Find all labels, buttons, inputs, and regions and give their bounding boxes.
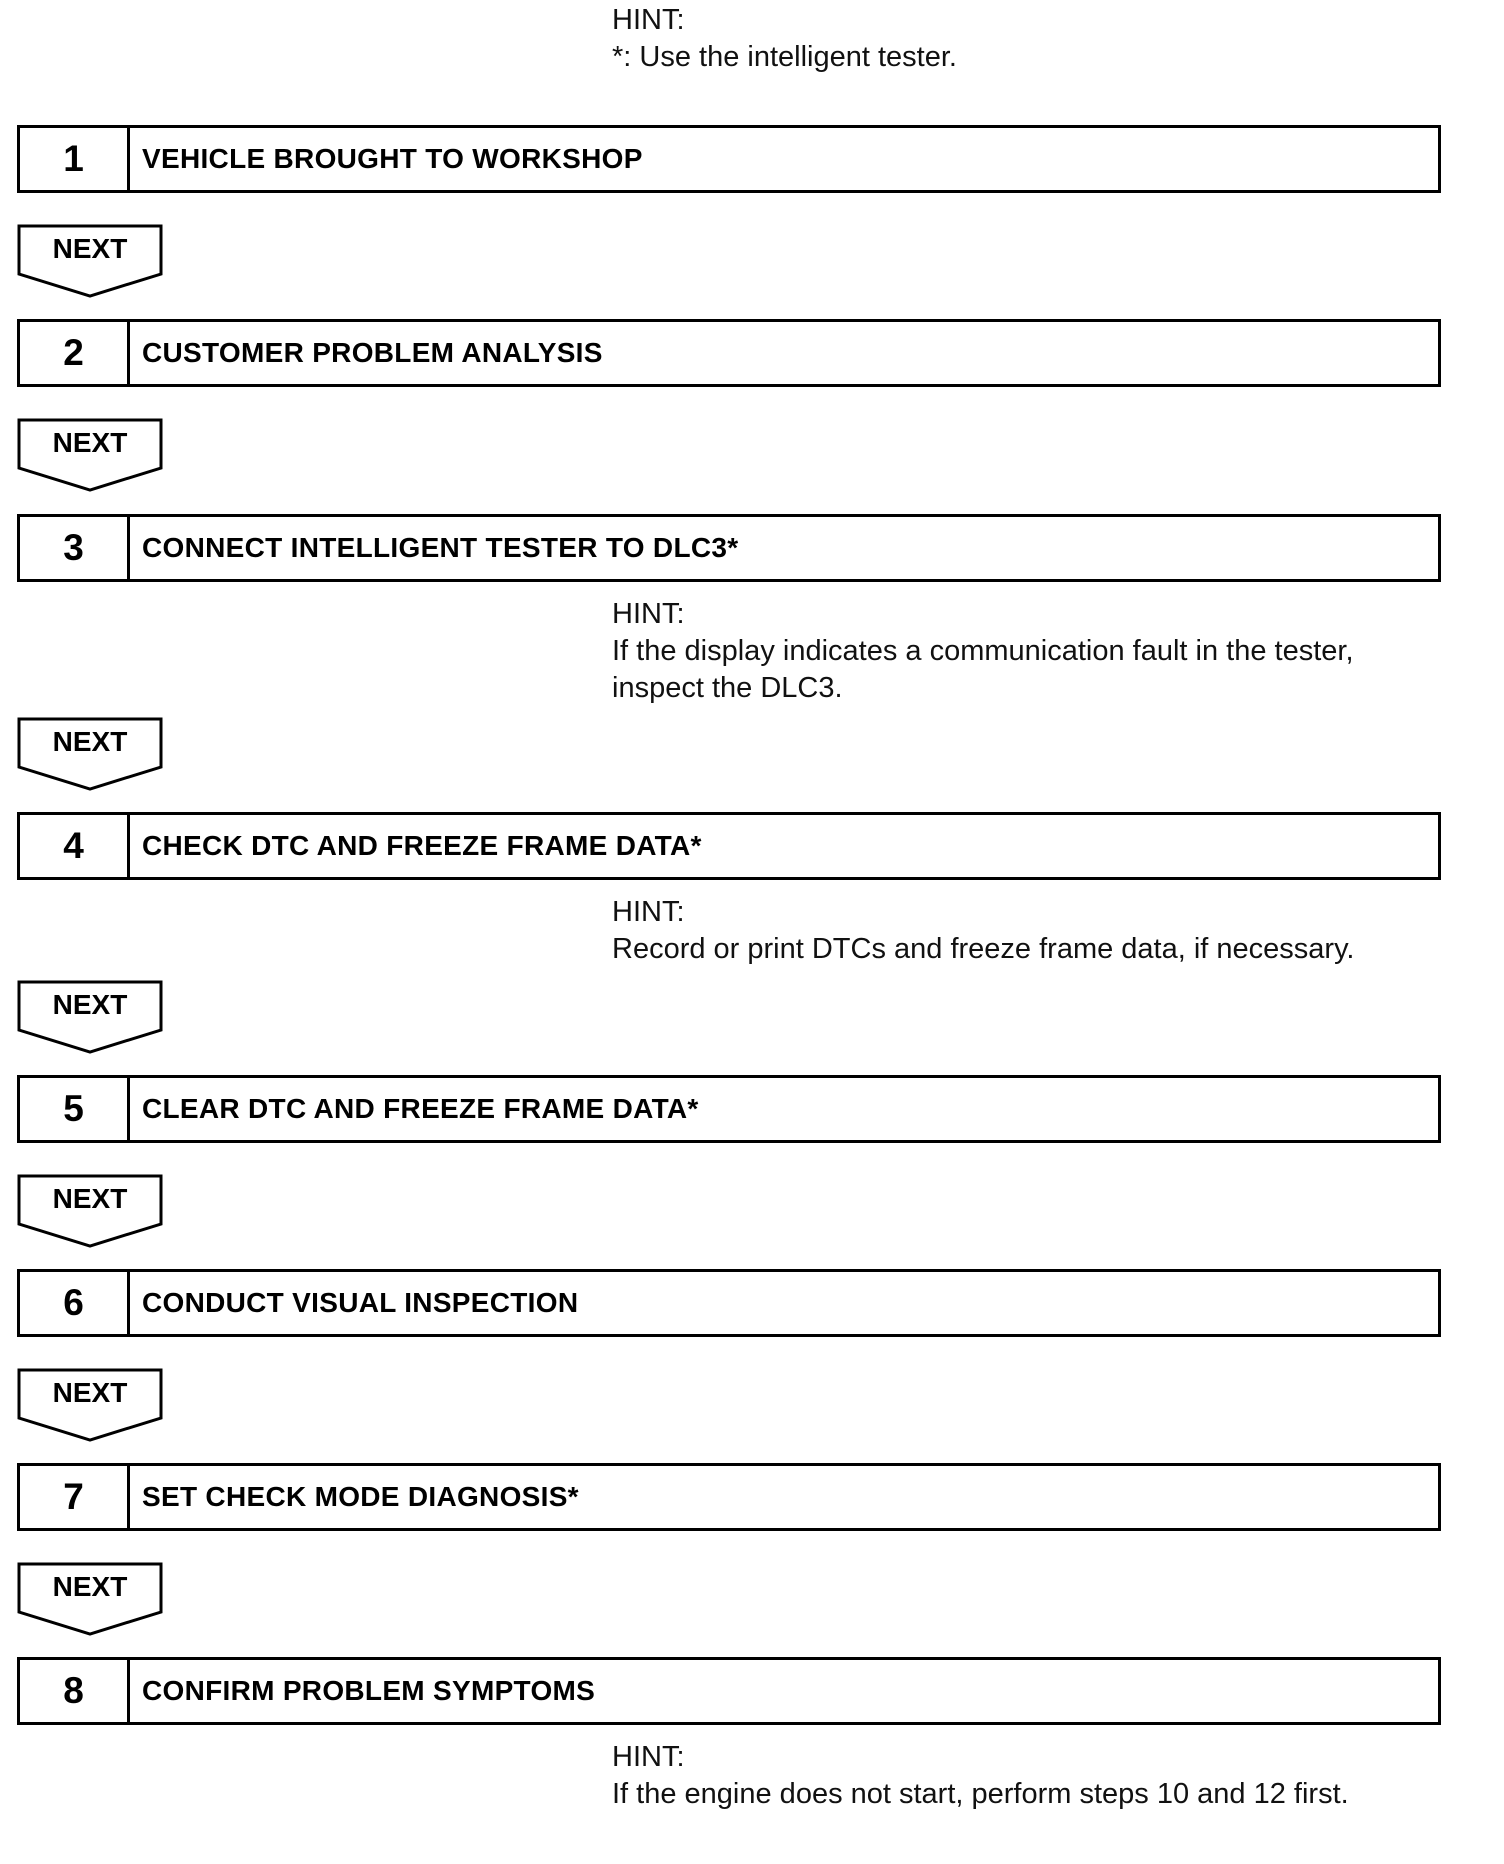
hint-text: *: Use the intelligent tester. bbox=[612, 41, 957, 73]
next-button[interactable] bbox=[17, 717, 163, 791]
step-number: 5 bbox=[20, 1078, 130, 1140]
step-title: VEHICLE BROUGHT TO WORKSHOP bbox=[142, 143, 643, 174]
hint-label: HINT: bbox=[612, 4, 685, 36]
step-title: CONDUCT VISUAL INSPECTION bbox=[142, 1287, 579, 1318]
step-number: 3 bbox=[20, 517, 130, 579]
hint-text: If the engine does not start, perform steps 10 and 12 first. bbox=[612, 1778, 1349, 1810]
step-number: 6 bbox=[20, 1272, 130, 1334]
next-button[interactable] bbox=[17, 980, 163, 1054]
step-number: 8 bbox=[20, 1660, 130, 1722]
step-3-hint bbox=[612, 596, 1472, 707]
step-number: 4 bbox=[20, 815, 130, 877]
step-title: CUSTOMER PROBLEM ANALYSIS bbox=[142, 337, 603, 368]
step-title: SET CHECK MODE DIAGNOSIS* bbox=[142, 1481, 579, 1512]
step-number: 2 bbox=[20, 322, 130, 384]
hint-label: HINT: bbox=[612, 1741, 685, 1773]
step-title: CONFIRM PROBLEM SYMPTOMS bbox=[142, 1675, 596, 1706]
step-number: 7 bbox=[20, 1466, 130, 1528]
next-button[interactable] bbox=[17, 1368, 163, 1442]
step-number: 1 bbox=[20, 128, 130, 190]
next-label: NEXT bbox=[52, 1571, 128, 1602]
next-button[interactable] bbox=[17, 224, 163, 298]
step-1-box bbox=[17, 125, 1441, 193]
hint-text: Record or print DTCs and freeze frame data, if necessary. bbox=[612, 933, 1355, 965]
step-4-hint bbox=[612, 894, 1472, 968]
next-label: NEXT bbox=[52, 427, 128, 458]
next-label: NEXT bbox=[52, 1183, 128, 1214]
hint-text: If the display indicates a communication fault in the tester, bbox=[612, 635, 1354, 667]
hint-label: HINT: bbox=[612, 896, 685, 928]
hint-label: HINT: bbox=[612, 598, 685, 630]
next-label: NEXT bbox=[52, 726, 128, 757]
step-8-hint bbox=[612, 1739, 1472, 1813]
step-5-box bbox=[17, 1075, 1441, 1143]
next-button[interactable] bbox=[17, 1174, 163, 1248]
intro-hint bbox=[612, 2, 1472, 76]
step-title: CLEAR DTC AND FREEZE FRAME DATA* bbox=[142, 1093, 699, 1124]
next-label: NEXT bbox=[52, 233, 128, 264]
next-label: NEXT bbox=[52, 1377, 128, 1408]
step-7-box bbox=[17, 1463, 1441, 1531]
step-title: CHECK DTC AND FREEZE FRAME DATA* bbox=[142, 830, 702, 861]
next-button[interactable] bbox=[17, 418, 163, 492]
step-title: CONNECT INTELLIGENT TESTER TO DLC3* bbox=[142, 532, 739, 563]
step-3-box bbox=[17, 514, 1441, 582]
step-2-box bbox=[17, 319, 1441, 387]
hint-text: inspect the DLC3. bbox=[612, 672, 843, 704]
step-6-box bbox=[17, 1269, 1441, 1337]
step-8-box bbox=[17, 1657, 1441, 1725]
next-label: NEXT bbox=[52, 989, 128, 1020]
step-4-box bbox=[17, 812, 1441, 880]
next-button[interactable] bbox=[17, 1562, 163, 1636]
